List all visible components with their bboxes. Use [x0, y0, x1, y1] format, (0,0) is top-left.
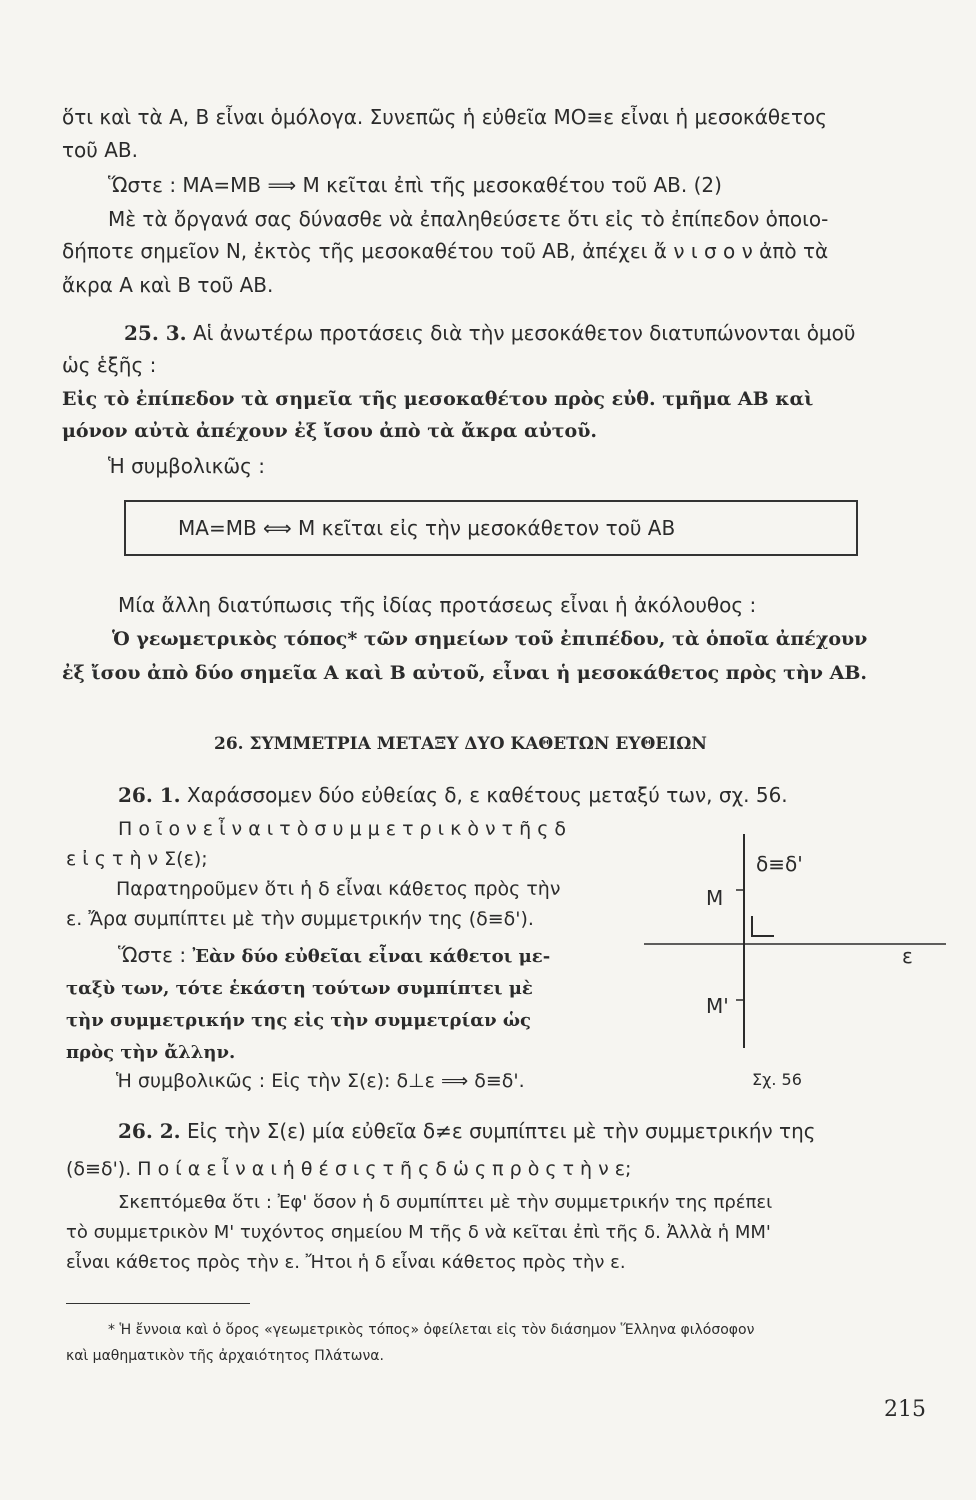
text: Ὥστε : — [118, 943, 193, 967]
footnote-line: καὶ μαθηματικὸν τῆς ἀρχαιότητος Πλάτωνα. — [66, 1348, 384, 1364]
text-line: Παρατηροῦμεν ὅτι ἡ δ εἶναι κάθετος πρὸς τὴν — [116, 878, 561, 900]
paragraph-25-3 — [124, 320, 855, 346]
text-line — [118, 942, 550, 970]
text-line: Σκεπτόμεθα ὅτι : Ἐφ' ὅσον ἡ δ συμπίπτει μὲ τὴν συμμετρικήν της πρέπει — [118, 1192, 773, 1213]
text-line: ἄκρα Α καὶ Β τοῦ ΑΒ. — [62, 273, 274, 297]
label-e: ε — [902, 944, 913, 968]
figure-caption: Σχ. 56 — [752, 1070, 802, 1089]
bold-statement: Ὁ γεωμετρικὸς τόπος* τῶν σημείων τοῦ ἐπιπέδου, τὰ ὁποῖα ἀπέχουν — [112, 628, 868, 650]
right-angle-mark — [752, 916, 774, 936]
text-line: δήποτε σημεῖον Ν, ἐκτὸς τῆς μεσοκαθέτου τοῦ ΑΒ, ἀπέχει ἄ ν ι σ ο ν ἀπὸ τὰ — [62, 239, 829, 263]
text-line: Μία ἄλλη διατύπωσις τῆς ἰδίας προτάσεως εἶναι ἡ ἀκόλουθος : — [118, 593, 757, 617]
label-m-prime: Μ' — [706, 994, 729, 1018]
bold-statement: πρὸς τὴν ἄλλην. — [66, 1042, 236, 1063]
footnote-line: * Ἡ ἔννοια καὶ ὁ ὅρος «γεωμετρικὸς τόπος» ὀφείλεται εἰς τὸν διάσημον Ἕλληνα φιλόσοφον — [108, 1322, 755, 1338]
bold-statement: ταξὺ των, τότε ἑκάστη τούτων συμπίπτει μὲ — [66, 978, 533, 999]
text-line: Μὲ τὰ ὄργανά σας δύνασθε νὰ ἐπαληθεύσετε ὅτι εἰς τὸ ἐπίπεδον ὁποιο- — [108, 207, 829, 231]
label-m: Μ — [706, 886, 724, 910]
bold-statement: μόνον αὐτὰ ἀπέχουν ἐξ ἴσου ἀπὸ τὰ ἄκρα αὐτοῦ. — [62, 420, 598, 442]
bold-statement: τὴν συμμετρικήν της εἰς τὴν συμμετρίαν ὡς — [66, 1010, 531, 1031]
text: Χαράσσομεν δύο εὐθείας δ, ε καθέτους μεταξύ των, σχ. 56. — [187, 783, 788, 807]
text-line: τοῦ ΑΒ. — [62, 138, 138, 162]
text: Εἰς τὴν Σ(ε) μία εὐθεῖα δ≠ε συμπίπτει μὲ τὴν συμμετρικήν της — [187, 1119, 816, 1143]
text-line: ὅτι καὶ τὰ Α, Β εἶναι ὁμόλογα. Συνεπῶς ἡ εὐθεῖα ΜΟ≡ε εἶναι ἡ μεσοκάθετος — [62, 105, 827, 129]
symbolic-box — [124, 500, 858, 556]
paragraph-number: 25. 3. — [124, 321, 187, 345]
bold-statement: ἐξ ἴσου ἀπὸ δύο σημεῖα Α καὶ Β αὐτοῦ, εἶναι ἡ μεσοκάθετος πρὸς τὴν ΑΒ. — [62, 662, 867, 684]
page-number: 215 — [884, 1397, 926, 1422]
text-line: Ὥστε : ΜΑ=ΜΒ ⟹ Μ κεῖται ἐπὶ τῆς μεσοκαθέτου τοῦ ΑΒ. (2) — [108, 173, 722, 197]
text-line: Ἡ συμβολικῶς : — [108, 454, 266, 478]
label-d-equiv-d-prime: δ≡δ' — [756, 852, 803, 876]
text-line: τὸ συμμετρικὸν Μ' τυχόντος σημείου Μ τῆς δ νὰ κεῖται ἐπὶ τῆς δ. Ἀλλὰ ἡ ΜΜ' — [66, 1222, 771, 1243]
paragraph-number: 26. 1. — [118, 783, 181, 807]
footnote-divider — [66, 1303, 250, 1304]
text: Αἱ ἀνωτέρω προτάσεις διὰ τὴν μεσοκάθετον διατυπώνονται ὁμοῦ — [193, 321, 856, 345]
text-line: ε. Ἄρα συμπίπτει μὲ τὴν συμμετρικήν της (δ≡δ'). — [66, 908, 534, 930]
text-line: Π ο ῖ ο ν ε ἶ ν α ι τ ὸ σ υ μ μ ε τ ρ ι κ ὸ ν τ ῆ ς δ — [118, 818, 567, 840]
text-line: εἶναι κάθετος πρὸς τὴν ε. Ἤτοι ἡ δ εἶναι κάθετος πρὸς τὴν ε. — [66, 1252, 626, 1273]
bold-statement: Ἐὰν δύο εὐθεῖαι εἶναι κάθετοι με- — [192, 946, 551, 967]
paragraph-26-2 — [118, 1118, 816, 1144]
bold-statement: Εἰς τὸ ἐπίπεδον τὰ σημεῖα τῆς μεσοκαθέτου πρὸς εὐθ. τμῆμα ΑΒ καὶ — [62, 388, 814, 410]
paragraph-number: 26. 2. — [118, 1119, 181, 1143]
text-line: Ἡ συμβολικῶς : Εἰς τὴν Σ(ε): δ⊥ε ⟹ δ≡δ'. — [116, 1070, 525, 1092]
box-text: ΜΑ=ΜΒ ⟺ Μ κεῖται εἰς τὴν μεσοκάθετον τοῦ ΑΒ — [178, 516, 676, 540]
text-line: ε ἰ ς τ ὴ ν Σ(ε); — [66, 848, 208, 870]
section-heading: 26. ΣΥΜΜΕΤΡΙΑ ΜΕΤΑΞΥ ΔΥΟ ΚΑΘΕΤΩΝ ΕΥΘΕΙΩΝ — [214, 734, 707, 754]
text-line: ὡς ἑξῆς : — [62, 353, 157, 377]
text-line: (δ≡δ'). Π ο ί α ε ἶ ν α ι ἡ θ έ σ ι ς τ ῆ ς δ ὡ ς π ρ ὸ ς τ ὴ ν ε; — [66, 1158, 632, 1180]
paragraph-26-1 — [118, 782, 788, 808]
